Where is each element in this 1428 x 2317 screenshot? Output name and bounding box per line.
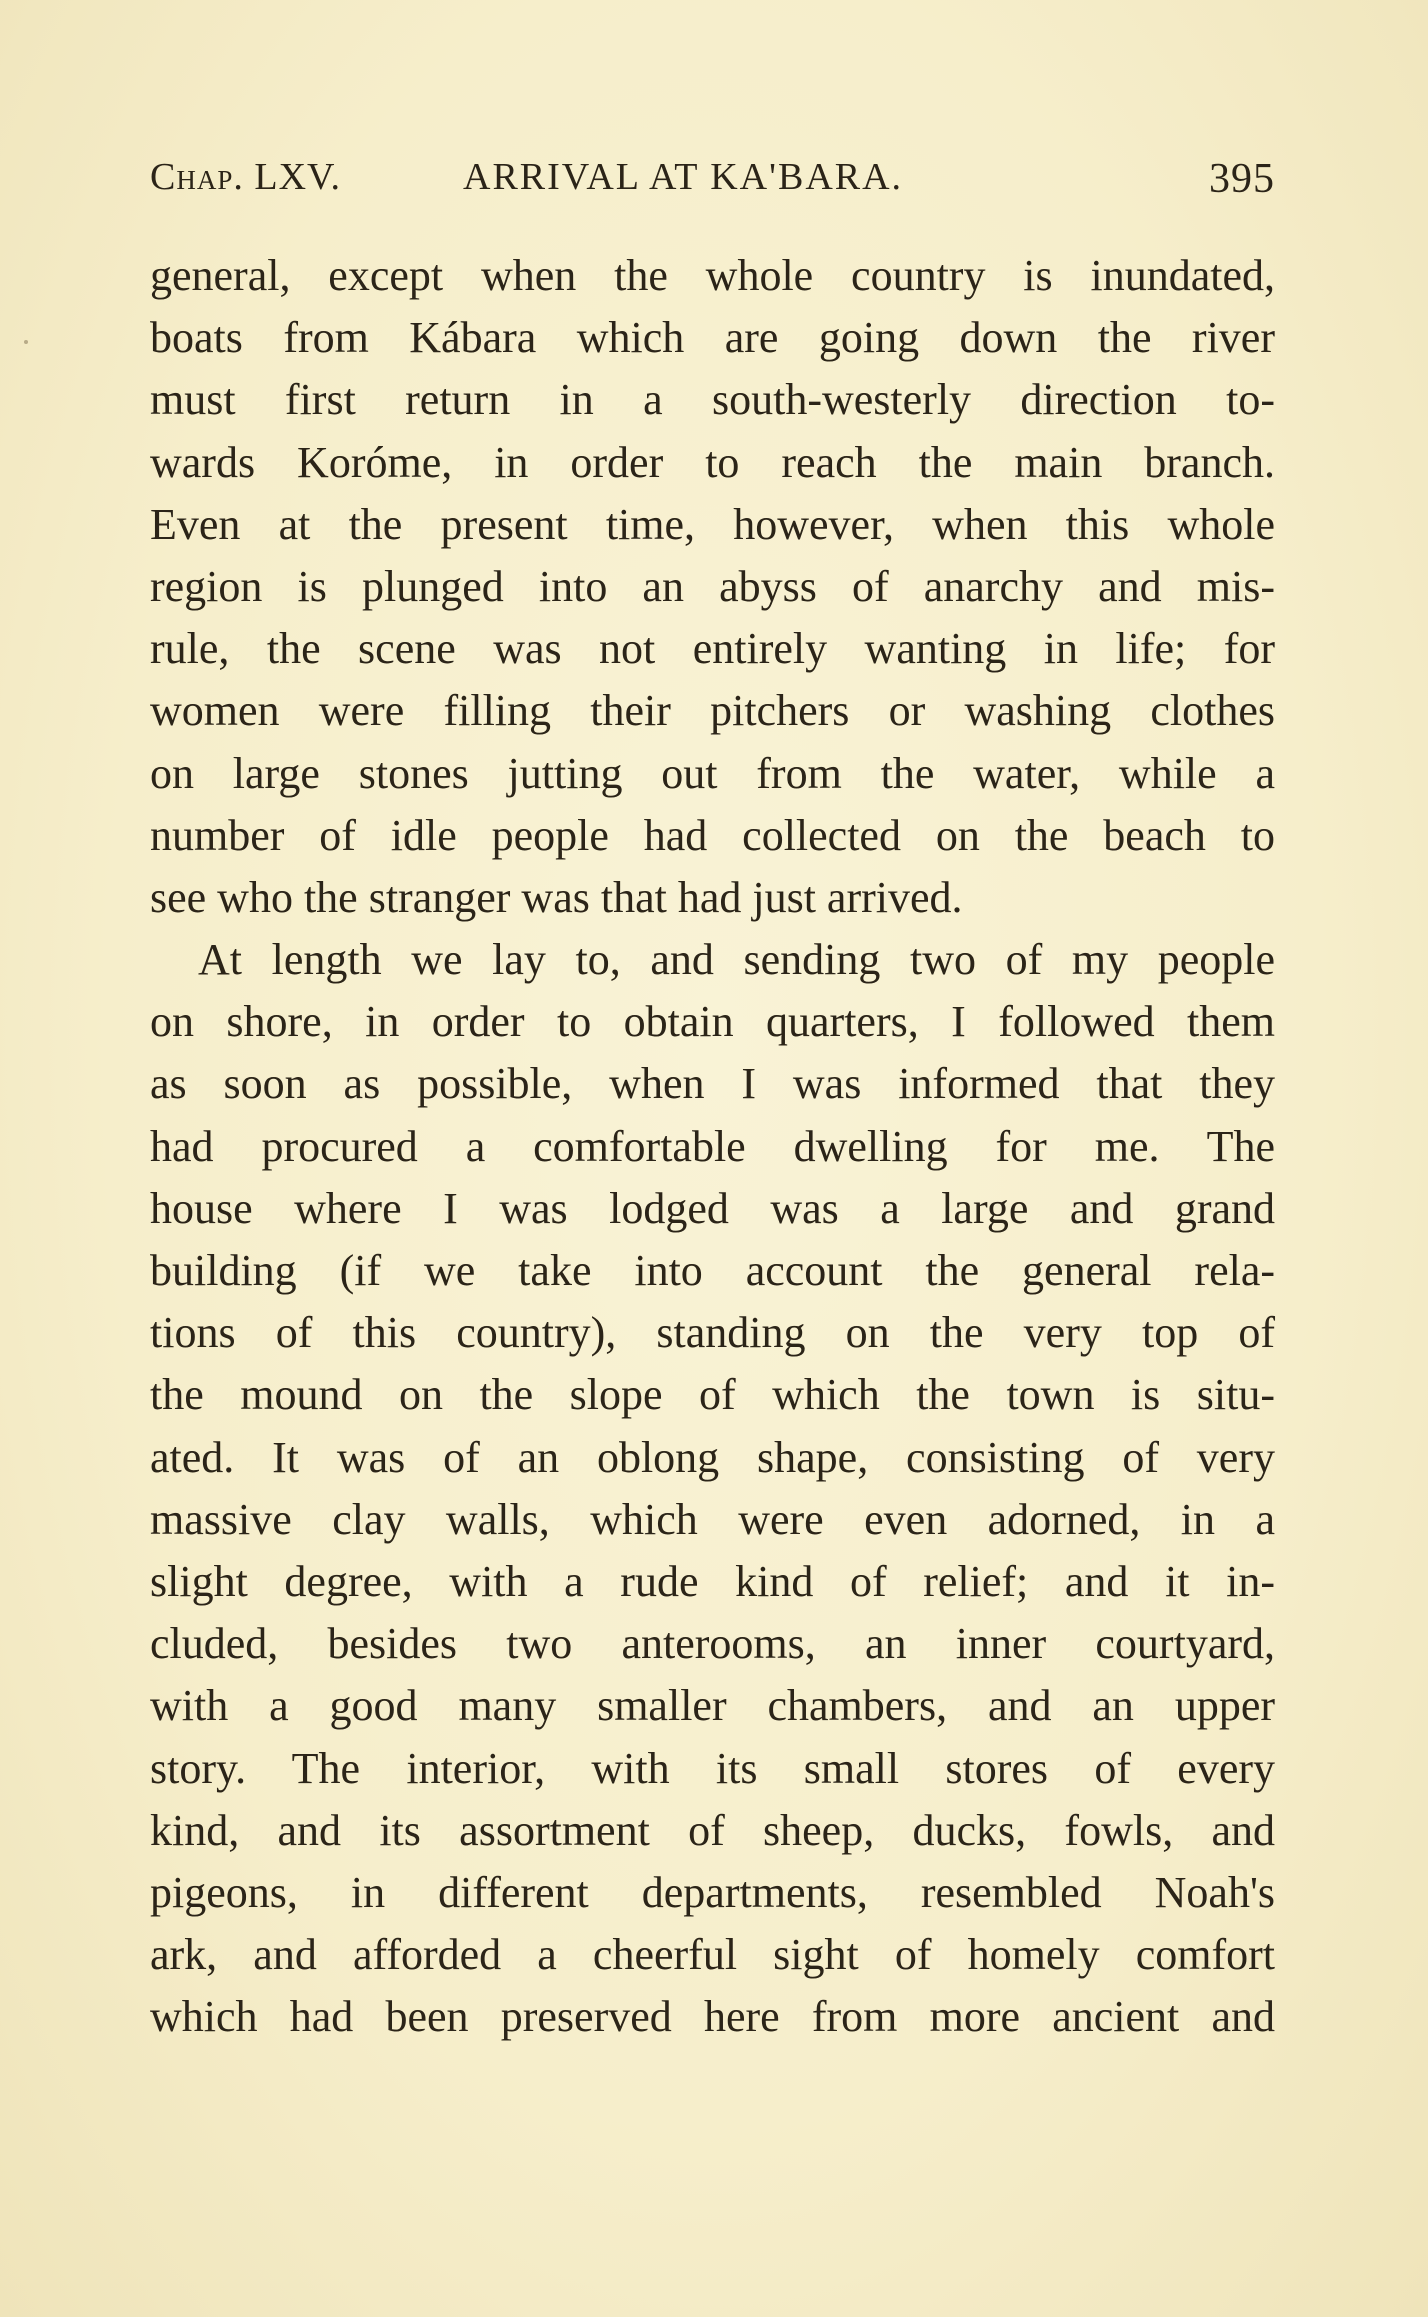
text-line: women were filling their pitchers or washing clothes [150,686,1275,736]
text-line: had procured a comfortable dwelling for me. The [150,1121,1275,1171]
text-line: story. The interior, with its small stores of every [150,1743,1275,1793]
text-line: boats from Kábara which are going down the river [150,313,1275,363]
text-line: wards Koróme, in order to reach the main branch. [150,437,1275,487]
text-line: massive clay walls, which were even adorned, in a [150,1494,1275,1544]
text-line: which had been preserved here from more ancient and [150,1992,1275,2042]
text-line: general, except when the whole country is inundated, [150,251,1275,300]
body-text [150,245,1275,2048]
text-line: see who the stranger was that had just arrived. [150,872,963,922]
margin-speck [24,340,28,344]
chapter-label: Chap. LXV. [150,156,342,198]
text-line: region is plunged into an abyss of anarchy and mis- [150,561,1275,611]
text-line: cluded, besides two anterooms, an inner courtyard, [150,1619,1275,1669]
text-line: the mound on the slope of which the town is situ- [150,1370,1275,1420]
text-line: on large stones jutting out from the water, while a [150,748,1275,798]
text-line: must first return in a south-westerly direction to- [150,375,1275,425]
text-line: with a good many smaller chambers, and an upper [150,1681,1275,1731]
text-line: ark, and afforded a cheerful sight of homely comfort [150,1930,1275,1980]
running-head [150,155,1275,210]
text-line: tions of this country), standing on the very top of [150,1308,1275,1358]
text-line: on shore, in order to obtain quarters, I followed them [150,997,1275,1047]
text-line: pigeons, in different departments, resembled Noah's [150,1867,1275,1917]
page-number: 395 [1209,156,1275,202]
text-line: slight degree, with a rude kind of relief; and it in- [150,1556,1275,1606]
text-line: Even at the present time, however, when this whole [150,499,1275,549]
text-line: ated. It was of an oblong shape, consisting of very [150,1432,1275,1482]
text-line: At length we lay to, and sending two of my people [198,935,1275,985]
text-line: rule, the scene was not entirely wanting in life; for [150,624,1275,674]
text-line: as soon as possible, when I was informed that they [150,1059,1275,1109]
text-line: number of idle people had collected on the beach to [150,810,1275,860]
text-line: kind, and its assortment of sheep, ducks, fowls, and [150,1805,1275,1855]
text-line: house where I was lodged was a large and grand [150,1183,1275,1233]
text-line: building (if we take into account the general rela- [150,1246,1275,1295]
running-title: ARRIVAL AT KA'BARA. [463,156,904,198]
